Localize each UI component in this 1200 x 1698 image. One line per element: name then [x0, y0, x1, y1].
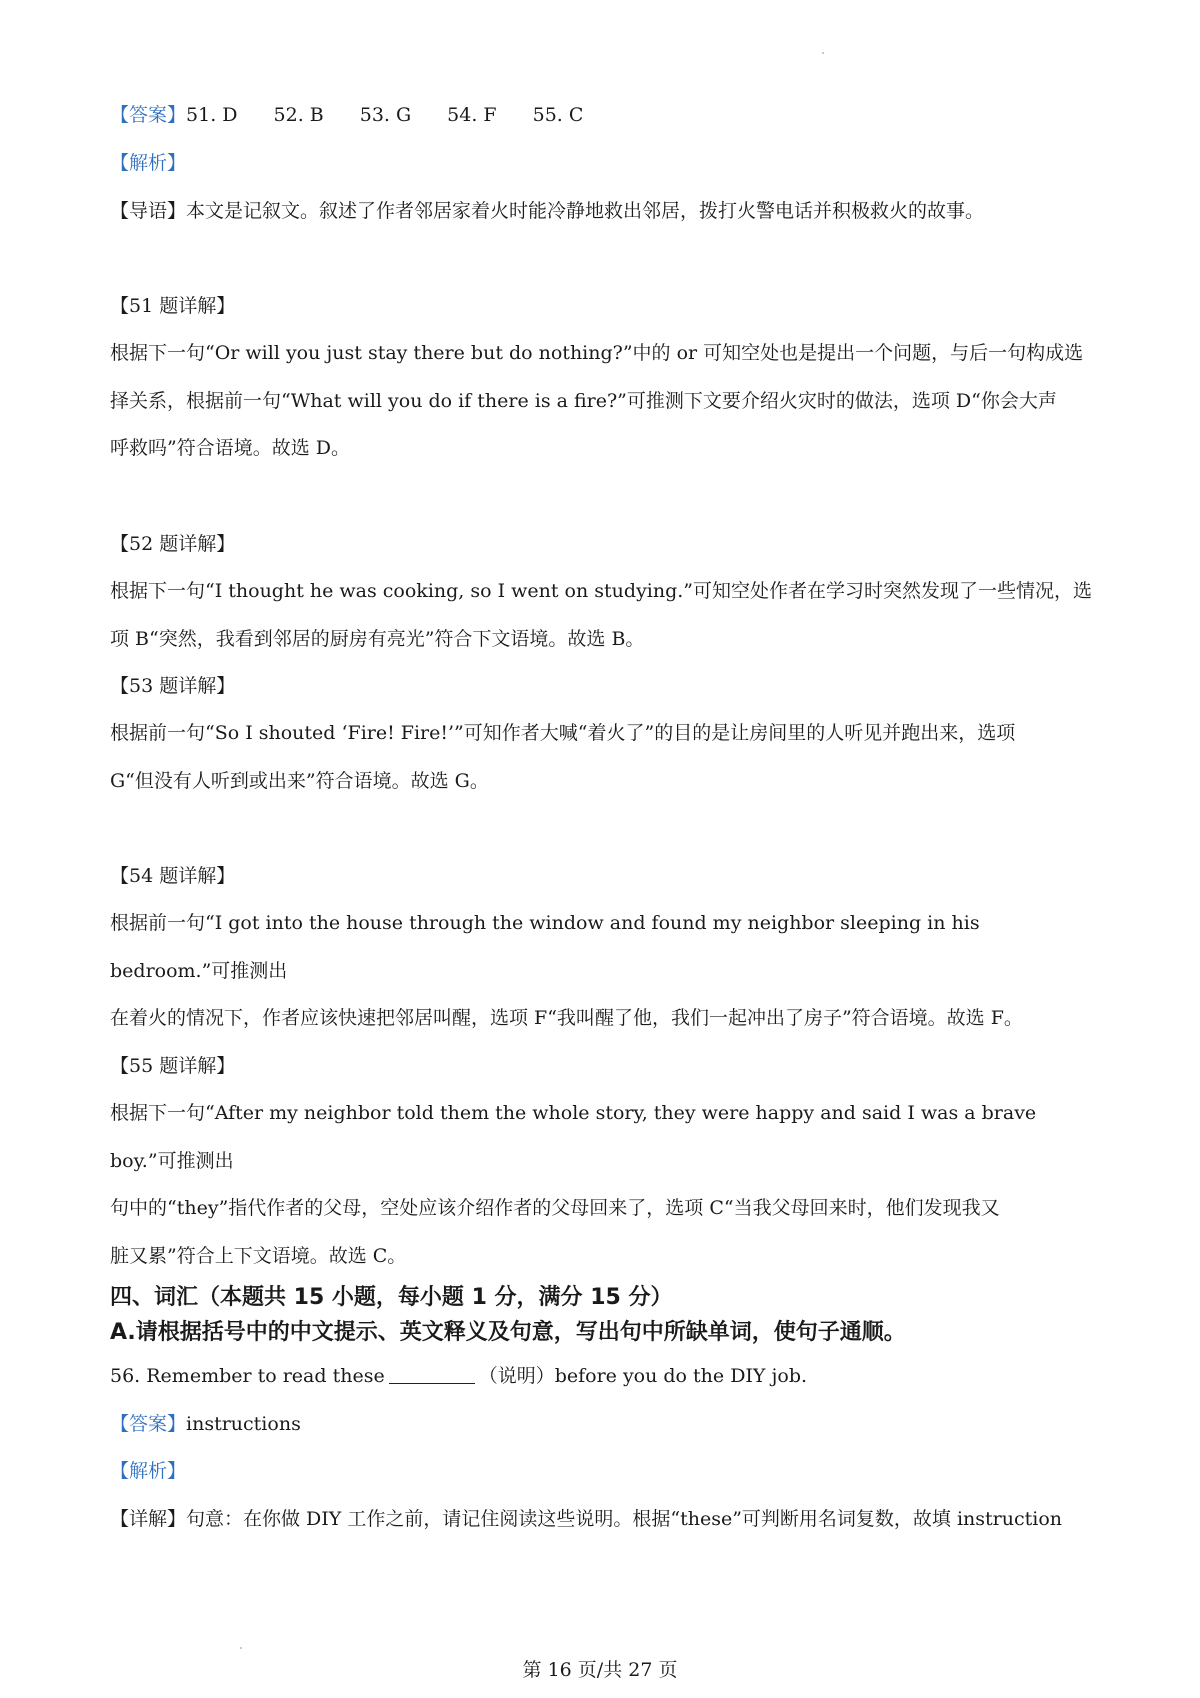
- analysis-label: [110, 140, 1100, 187]
- question-56: [110, 1353, 1100, 1400]
- analysis-label-56: [110, 1448, 1100, 1495]
- detail-line: 根据下一句“After my neighbor told them the whole story, they were happy and said I was a brave boy.”可推测出: [110, 1102, 1037, 1172]
- intro-paragraph: [110, 188, 1100, 235]
- detail-body-52: [110, 568, 1100, 663]
- page-footer: 第 16 页/共 27 页: [522, 1659, 678, 1681]
- detail-heading-51: 【51 题详解】: [110, 295, 236, 317]
- question-56-hint: （说明）before you do the DIY job.: [478, 1365, 808, 1387]
- answer-56: [110, 1401, 1100, 1448]
- detail-body-55: [110, 1090, 1100, 1280]
- answer-row: [110, 92, 1100, 139]
- detail-line: 根据前一句“I got into the house through the window and found my neighbor sleeping in his bedroom.”可推测出: [110, 912, 980, 982]
- intro-text: 本文是记叙文。叙述了作者邻居家着火时能冷静地救出邻居，拨打火警电话并积极救火的故事。: [186, 200, 985, 222]
- answer-54: 54. F: [447, 104, 497, 126]
- scan-speck: [240, 1647, 242, 1649]
- detail-line: 项 B“突然，我看到邻居的厨房有亮光”符合下文语境。故选 B。: [110, 627, 645, 650]
- detail-body-51: [110, 330, 1100, 473]
- detail-line: 句中的“they”指代作者的父母，空处应该介绍作者的父母回来了，选项 C“当我父母回来时，他们发现我又: [110, 1197, 1000, 1219]
- section-subtitle: A.请根据括号中的中文提示、英文释义及句意，写出句中所缺单词，使句子通顺。: [110, 1320, 906, 1345]
- answer-tag: 【答案】: [110, 104, 187, 126]
- detail-56: [110, 1496, 1150, 1543]
- analysis-tag: 【解析】: [110, 1460, 187, 1482]
- answer-tag: 【答案】: [110, 1413, 187, 1435]
- detail-line: 根据下一句“I thought he was cooking, so I went on studying.”可知空处作者在学习时突然发现了一些情况，选: [110, 580, 1093, 602]
- detail-heading-53: 【53 题详解】: [110, 675, 236, 697]
- detail-56-text: 句意：在你做 DIY 工作之前，请记住阅读这些说明。根据“these”可判断用名词复数，故填 instruction: [186, 1508, 1063, 1530]
- analysis-tag: 【解析】: [110, 152, 187, 174]
- detail-tag: 【详解】: [110, 1508, 187, 1530]
- detail-body-53: [110, 710, 1100, 805]
- answer-blank: [389, 1365, 475, 1384]
- detail-line: G“但没有人听到或出来”符合语境。故选 G。: [110, 769, 489, 792]
- detail-heading-52: 【52 题详解】: [110, 533, 236, 555]
- answer-52: 52. B: [273, 104, 324, 126]
- detail-line: 根据前一句“So I shouted ‘Fire! Fire!’”可知作者大喊“着火了”的目的是让房间里的人听见并跑出来，选项: [110, 722, 1016, 744]
- detail-heading-55: 【55 题详解】: [110, 1055, 236, 1077]
- answer-55: 55. C: [532, 104, 584, 126]
- detail-line: 根据下一句“Or will you just stay there but do nothing?”中的 or 可知空处也是提出一个问题，与后一句构成选: [110, 342, 1084, 364]
- detail-body-54: [110, 900, 1100, 1043]
- detail-heading-54: 【54 题详解】: [110, 865, 236, 887]
- answer-53: 53. G: [359, 104, 412, 126]
- detail-line: 脏又累”符合上下文语境。故选 C。: [110, 1244, 407, 1267]
- section-title: 四、词汇（本题共 15 小题，每小题 1 分，满分 15 分）: [110, 1285, 673, 1310]
- question-56-prefix: 56. Remember to read these: [110, 1365, 385, 1387]
- scan-speck: [822, 52, 824, 54]
- detail-line: 在着火的情况下，作者应该快速把邻居叫醒，选项 F“我叫醒了他，我们一起冲出了房子”符合语境。故选 F。: [110, 1007, 1023, 1029]
- detail-line: 择关系，根据前一句“What will you do if there is a fire?”可推测下文要介绍火灾时的做法，选项 D“你会大声: [110, 389, 1057, 412]
- detail-line: 呼救吗”符合语境。故选 D。: [110, 437, 350, 459]
- intro-tag: 【导语】: [110, 200, 187, 222]
- answer-56-word: instructions: [186, 1413, 301, 1435]
- answer-51: 51. D: [186, 104, 238, 126]
